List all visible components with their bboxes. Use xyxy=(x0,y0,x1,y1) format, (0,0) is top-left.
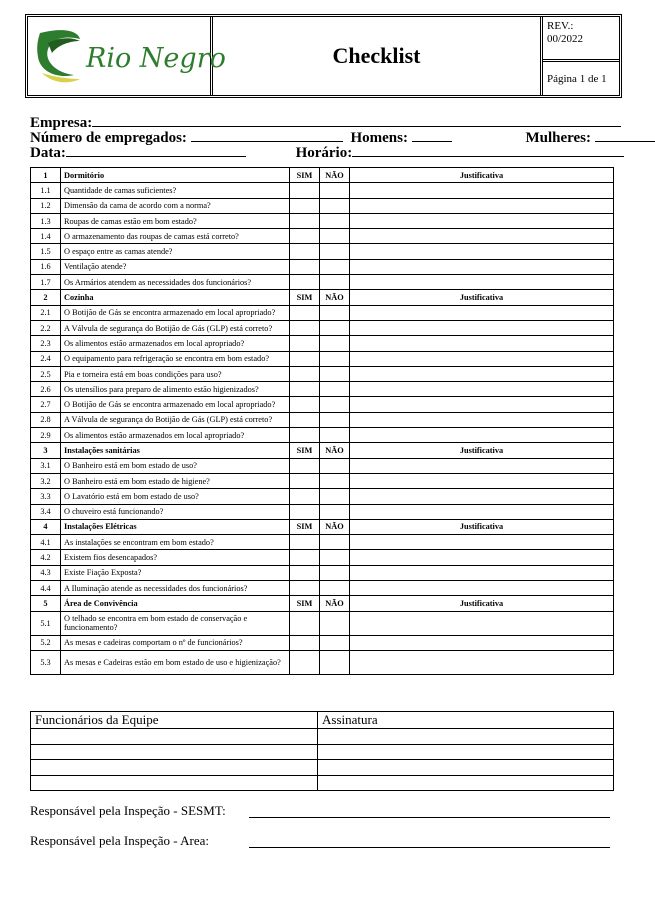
checklist-item-row xyxy=(31,244,614,259)
sim-cell[interactable] xyxy=(290,412,320,427)
sim-cell[interactable] xyxy=(290,244,320,259)
checklist-item-row xyxy=(31,305,614,320)
item-question: O Lavatório está em bom estado de uso? xyxy=(61,489,290,504)
horario-label: Horário: xyxy=(295,145,353,161)
justificativa-cell[interactable] xyxy=(350,458,614,473)
section-header-row xyxy=(31,519,614,534)
data-line xyxy=(30,142,624,162)
sim-cell[interactable] xyxy=(290,428,320,443)
checklist-item-row xyxy=(31,611,614,635)
nao-header: NÃO xyxy=(320,596,350,611)
section-title: Cozinha xyxy=(61,290,290,305)
justificativa-cell[interactable] xyxy=(350,535,614,550)
justificativa-cell[interactable] xyxy=(350,504,614,519)
justificativa-cell[interactable] xyxy=(350,213,614,228)
nao-cell[interactable] xyxy=(320,565,350,580)
nao-cell[interactable] xyxy=(320,473,350,488)
empresa-label: Empresa: xyxy=(30,115,93,131)
sim-header: SIM xyxy=(290,168,320,183)
nao-cell[interactable] xyxy=(320,198,350,213)
checklist-item-row xyxy=(31,213,614,228)
justificativa-cell[interactable] xyxy=(350,550,614,565)
justificativa-cell[interactable] xyxy=(350,650,614,674)
sim-header: SIM xyxy=(290,290,320,305)
item-question: O Botijão de Gás se encontra armazenado em local apropriado? xyxy=(61,305,290,320)
item-question: Os Armários atendem as necessidades dos funcionários? xyxy=(61,275,290,290)
section-header-row xyxy=(31,443,614,458)
item-number: 5.1 xyxy=(31,611,61,635)
sim-cell[interactable] xyxy=(290,650,320,674)
justificativa-cell[interactable] xyxy=(350,635,614,650)
num-empregados-label: Número de empregados: xyxy=(30,130,187,146)
horario-field[interactable] xyxy=(352,142,624,157)
section-number: 4 xyxy=(31,519,61,534)
justificativa-cell[interactable] xyxy=(350,259,614,274)
sim-cell[interactable] xyxy=(290,229,320,244)
checklist-item-row xyxy=(31,366,614,381)
team-header-signature: Assinatura xyxy=(318,712,614,729)
item-number: 3.2 xyxy=(31,473,61,488)
nao-cell[interactable] xyxy=(320,275,350,290)
sim-cell[interactable] xyxy=(290,550,320,565)
justificativa-cell[interactable] xyxy=(350,244,614,259)
nao-cell[interactable] xyxy=(320,320,350,335)
sim-cell[interactable] xyxy=(290,565,320,580)
item-number: 4.2 xyxy=(31,550,61,565)
item-question: As instalações se encontram em bom estado? xyxy=(61,535,290,550)
sim-cell[interactable] xyxy=(290,635,320,650)
checklist-item-row xyxy=(31,397,614,412)
nao-cell[interactable] xyxy=(320,305,350,320)
sim-cell[interactable] xyxy=(290,489,320,504)
team-row xyxy=(31,744,614,760)
revision-cell xyxy=(543,17,619,95)
sim-header: SIM xyxy=(290,519,320,534)
sim-cell[interactable] xyxy=(290,382,320,397)
nao-cell[interactable] xyxy=(320,581,350,596)
item-question: Ventilação atende? xyxy=(61,259,290,274)
item-question: As mesas e cadeiras comportam o nº de funcionários? xyxy=(61,635,290,650)
section-number: 1 xyxy=(31,168,61,183)
item-number: 4.3 xyxy=(31,565,61,580)
sim-cell[interactable] xyxy=(290,183,320,198)
mulheres-field[interactable] xyxy=(595,127,655,142)
justificativa-cell[interactable] xyxy=(350,382,614,397)
section-header-row xyxy=(31,168,614,183)
justificativa-cell[interactable] xyxy=(350,565,614,580)
item-question: Roupas de camas estão em bom estado? xyxy=(61,213,290,228)
item-number: 5.2 xyxy=(31,635,61,650)
checklist-item-row xyxy=(31,412,614,427)
item-question: Os utensílios para preparo de alimento estão higienizados? xyxy=(61,382,290,397)
checklist-item-row xyxy=(31,320,614,335)
item-number: 4.1 xyxy=(31,535,61,550)
responsavel-sesmt-field[interactable] xyxy=(249,817,610,818)
justificativa-cell[interactable] xyxy=(350,397,614,412)
justificativa-cell[interactable] xyxy=(350,275,614,290)
nao-cell[interactable] xyxy=(320,382,350,397)
justificativa-cell[interactable] xyxy=(350,489,614,504)
item-question: A Válvula de segurança do Botijão de Gás (GLP) está correto? xyxy=(61,412,290,427)
item-question: O Banheiro está em bom estado de higiene? xyxy=(61,473,290,488)
justificativa-header: Justificativa xyxy=(350,443,614,458)
nao-cell[interactable] xyxy=(320,259,350,274)
employee-cell[interactable] xyxy=(31,775,318,791)
revision-value: 00/2022 xyxy=(547,33,584,45)
mulheres-label: Mulheres: xyxy=(525,130,591,146)
data-label: Data: xyxy=(30,145,66,161)
document-header xyxy=(25,14,622,98)
item-question: A Iluminação atende as necessidades dos funcionários? xyxy=(61,581,290,596)
team-row xyxy=(31,729,614,745)
checklist-item-row xyxy=(31,635,614,650)
item-question: Pia e torneira está em boas condições para uso? xyxy=(61,366,290,381)
item-question: O espaço entre as camas atende? xyxy=(61,244,290,259)
nao-cell[interactable] xyxy=(320,428,350,443)
item-question: O armazenamento das roupas de camas está correto? xyxy=(61,229,290,244)
nao-cell[interactable] xyxy=(320,397,350,412)
sim-header: SIM xyxy=(290,596,320,611)
item-question: Quantidade de camas suficientes? xyxy=(61,183,290,198)
responsavel-sesmt-label: Responsável pela Inspeção - SESMT: xyxy=(30,803,226,818)
sim-cell[interactable] xyxy=(290,320,320,335)
sim-cell[interactable] xyxy=(290,275,320,290)
item-number: 1.5 xyxy=(31,244,61,259)
nao-cell[interactable] xyxy=(320,489,350,504)
section-number: 3 xyxy=(31,443,61,458)
nao-cell[interactable] xyxy=(320,336,350,351)
nao-header: NÃO xyxy=(320,519,350,534)
checklist-item-row xyxy=(31,428,614,443)
item-question: O telhado se encontra em bom estado de conservação e funcionamento? xyxy=(61,611,290,635)
checklist-item-row xyxy=(31,473,614,488)
team-table xyxy=(30,711,614,791)
revision-box xyxy=(543,17,619,62)
nao-cell[interactable] xyxy=(320,611,350,635)
employee-cell[interactable] xyxy=(31,744,318,760)
justificativa-cell[interactable] xyxy=(350,320,614,335)
nao-cell[interactable] xyxy=(320,535,350,550)
item-number: 2.4 xyxy=(31,351,61,366)
section-title: Área de Convivência xyxy=(61,596,290,611)
nao-cell[interactable] xyxy=(320,244,350,259)
justificativa-cell[interactable] xyxy=(350,473,614,488)
employee-cell[interactable] xyxy=(31,760,318,776)
nao-cell[interactable] xyxy=(320,550,350,565)
nao-cell[interactable] xyxy=(320,504,350,519)
justificativa-header: Justificativa xyxy=(350,519,614,534)
checklist-item-row xyxy=(31,275,614,290)
item-question: O Banheiro está em bom estado de uso? xyxy=(61,458,290,473)
sim-cell[interactable] xyxy=(290,611,320,635)
checklist-item-row xyxy=(31,489,614,504)
justificativa-cell[interactable] xyxy=(350,366,614,381)
sim-cell[interactable] xyxy=(290,305,320,320)
checklist-item-row xyxy=(31,229,614,244)
item-number: 1.4 xyxy=(31,229,61,244)
section-header-row xyxy=(31,596,614,611)
sim-cell[interactable] xyxy=(290,259,320,274)
item-number: 4.4 xyxy=(31,581,61,596)
nao-header: NÃO xyxy=(320,168,350,183)
homens-field[interactable] xyxy=(412,127,452,142)
document-title: Checklist xyxy=(332,43,421,68)
logo-cell xyxy=(28,17,226,95)
empresa-field[interactable] xyxy=(92,112,621,127)
sim-cell[interactable] xyxy=(290,397,320,412)
checklist-table xyxy=(30,167,614,675)
nao-cell[interactable] xyxy=(320,412,350,427)
sim-cell[interactable] xyxy=(290,535,320,550)
nao-cell[interactable] xyxy=(320,650,350,674)
justificativa-cell[interactable] xyxy=(350,198,614,213)
rio-negro-logo xyxy=(34,25,226,87)
nao-cell[interactable] xyxy=(320,183,350,198)
item-question: Dimensão da cama de acordo com a norma? xyxy=(61,198,290,213)
item-number: 1.6 xyxy=(31,259,61,274)
item-number: 3.1 xyxy=(31,458,61,473)
sim-header: SIM xyxy=(290,443,320,458)
responsavel-area-label: Responsável pela Inspeção - Area: xyxy=(30,833,210,848)
sim-cell[interactable] xyxy=(290,351,320,366)
page-number: Página 1 de 1 xyxy=(547,72,607,85)
nao-cell[interactable] xyxy=(320,351,350,366)
item-number: 2.9 xyxy=(31,428,61,443)
item-number: 5.3 xyxy=(31,650,61,674)
item-question: Existem fios desencapados? xyxy=(61,550,290,565)
checklist-item-row xyxy=(31,504,614,519)
item-question: As mesas e Cadeiras estão em bom estado de uso e higienização? xyxy=(61,650,290,674)
checklist-item-row xyxy=(31,259,614,274)
item-number: 1.1 xyxy=(31,183,61,198)
section-title: Dormitório xyxy=(61,168,290,183)
title-cell xyxy=(213,17,543,95)
item-question: Existe Fiação Exposta? xyxy=(61,565,290,580)
sim-cell[interactable] xyxy=(290,366,320,381)
section-title: Instalações sanitárias xyxy=(61,443,290,458)
item-number: 1.3 xyxy=(31,213,61,228)
item-question: O chuveiro está funcionando? xyxy=(61,504,290,519)
signature-cell[interactable] xyxy=(318,744,614,760)
justificativa-cell[interactable] xyxy=(350,351,614,366)
data-field[interactable] xyxy=(66,142,246,157)
checklist-item-row xyxy=(31,382,614,397)
item-number: 2.1 xyxy=(31,305,61,320)
item-number: 2.5 xyxy=(31,366,61,381)
checklist-item-row xyxy=(31,565,614,580)
sim-cell[interactable] xyxy=(290,336,320,351)
num-empregados-field[interactable] xyxy=(191,127,343,142)
team-row xyxy=(31,775,614,791)
justificativa-header: Justificativa xyxy=(350,596,614,611)
checklist-item-row xyxy=(31,351,614,366)
sim-cell[interactable] xyxy=(290,198,320,213)
nao-cell[interactable] xyxy=(320,366,350,381)
checklist-item-row xyxy=(31,650,614,674)
checklist-item-row xyxy=(31,581,614,596)
nao-header: NÃO xyxy=(320,290,350,305)
nao-cell[interactable] xyxy=(320,635,350,650)
checklist-item-row xyxy=(31,198,614,213)
item-number: 2.8 xyxy=(31,412,61,427)
item-question: O equipamento para refrigeração se encontra em bom estado? xyxy=(61,351,290,366)
item-number: 2.7 xyxy=(31,397,61,412)
team-header-employees: Funcionários da Equipe xyxy=(31,712,318,729)
item-number: 2.2 xyxy=(31,320,61,335)
section-header-row xyxy=(31,290,614,305)
sim-cell[interactable] xyxy=(290,581,320,596)
nao-cell[interactable] xyxy=(320,213,350,228)
item-question: A Válvula de segurança do Botijão de Gás (GLP) está correto? xyxy=(61,320,290,335)
section-number: 2 xyxy=(31,290,61,305)
sim-cell[interactable] xyxy=(290,213,320,228)
nao-cell[interactable] xyxy=(320,229,350,244)
justificativa-cell[interactable] xyxy=(350,611,614,635)
responsavel-area-field[interactable] xyxy=(249,847,610,848)
item-number: 3.3 xyxy=(31,489,61,504)
checklist-item-row xyxy=(31,535,614,550)
item-question: Os alimentos estão armazenados em local apropriado? xyxy=(61,336,290,351)
item-number: 2.6 xyxy=(31,382,61,397)
sim-cell[interactable] xyxy=(290,504,320,519)
signature-cell[interactable] xyxy=(318,775,614,791)
section-number: 5 xyxy=(31,596,61,611)
item-number: 2.3 xyxy=(31,336,61,351)
nao-header: NÃO xyxy=(320,443,350,458)
item-number: 3.4 xyxy=(31,504,61,519)
svg-text:Rio Negro: Rio Negro xyxy=(86,43,226,74)
nao-cell[interactable] xyxy=(320,458,350,473)
team-row xyxy=(31,760,614,776)
justificativa-cell[interactable] xyxy=(350,428,614,443)
justificativa-cell[interactable] xyxy=(350,229,614,244)
item-question: Os alimentos estão armazenados em local apropriado? xyxy=(61,428,290,443)
signature-cell[interactable] xyxy=(318,760,614,776)
justificativa-header: Justificativa xyxy=(350,168,614,183)
justificativa-header: Justificativa xyxy=(350,290,614,305)
section-title: Instalações Elétricas xyxy=(61,519,290,534)
signature-cell[interactable] xyxy=(318,729,614,745)
justificativa-cell[interactable] xyxy=(350,581,614,596)
justificativa-cell[interactable] xyxy=(350,336,614,351)
checklist-item-row xyxy=(31,458,614,473)
item-number: 1.2 xyxy=(31,198,61,213)
checklist-item-row xyxy=(31,336,614,351)
homens-label: Homens: xyxy=(350,130,408,146)
checklist-item-row xyxy=(31,550,614,565)
checklist-item-row xyxy=(31,183,614,198)
justificativa-cell[interactable] xyxy=(350,183,614,198)
employee-cell[interactable] xyxy=(31,729,318,745)
sim-cell[interactable] xyxy=(290,473,320,488)
item-question: O Botijão de Gás se encontra armazenado em local apropriado? xyxy=(61,397,290,412)
sim-cell[interactable] xyxy=(290,458,320,473)
item-number: 1.7 xyxy=(31,275,61,290)
team-header-row xyxy=(31,712,614,729)
justificativa-cell[interactable] xyxy=(350,305,614,320)
revision-label: REV.: xyxy=(547,20,574,32)
justificativa-cell[interactable] xyxy=(350,412,614,427)
